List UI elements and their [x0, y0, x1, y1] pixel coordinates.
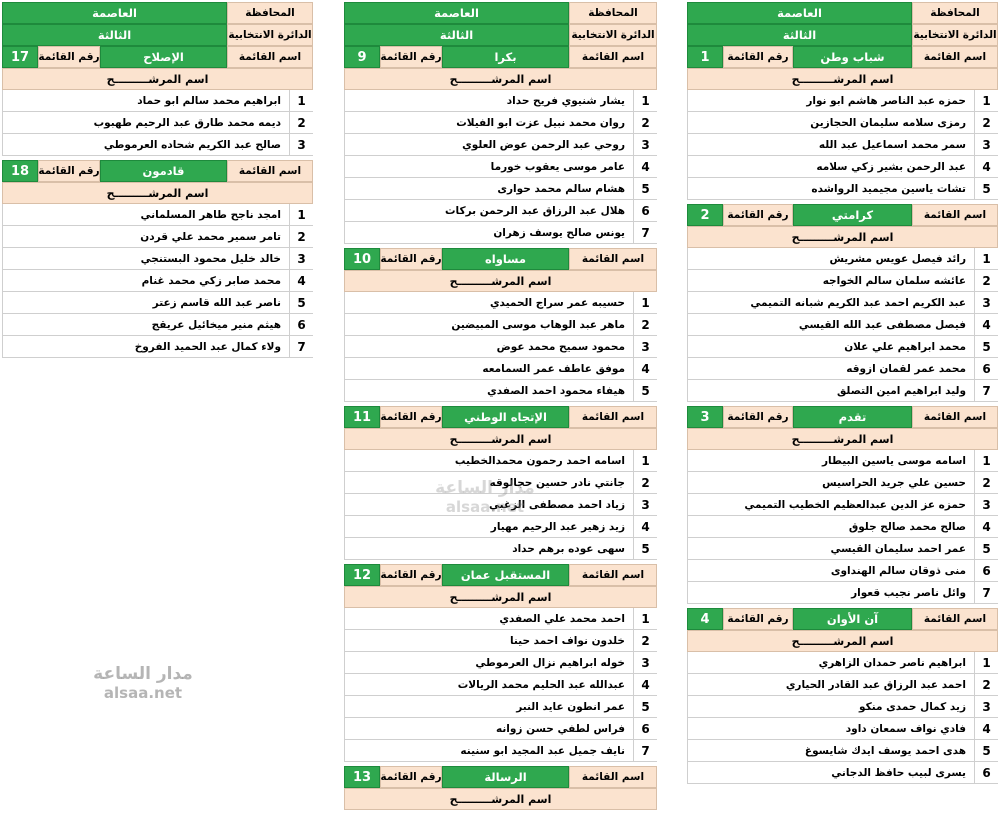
list-block — [2, 160, 313, 358]
candidate-row — [687, 292, 998, 314]
candidate-row — [2, 112, 313, 134]
candidate-row — [344, 178, 657, 200]
candidate-row — [344, 112, 657, 134]
list-number-label: رقم القائمة — [380, 766, 442, 788]
candidate-name: ماهر عبد الوهاب موسى المبيضين — [451, 318, 625, 331]
candidate-name: هلال عبد الرزاق عبد الرحمن بركات — [445, 204, 625, 217]
candidate-number: 2 — [974, 270, 998, 291]
governorate-row — [687, 2, 998, 24]
candidate-row — [687, 336, 998, 358]
candidate-row — [344, 538, 657, 560]
candidate-row — [344, 472, 657, 494]
candidate-row — [344, 674, 657, 696]
candidate-name: رائد فيصل عويس مشريش — [829, 252, 966, 265]
candidate-name: وائل ناصر نجيب قعوار — [851, 586, 966, 599]
candidate-row — [2, 314, 313, 336]
candidate-row — [687, 560, 998, 582]
list-number-label: رقم القائمة — [723, 46, 793, 68]
list-name: تقدم — [793, 406, 912, 428]
candidate-name: ناصر عبد الله قاسم زعتر — [152, 296, 281, 309]
candidate-number: 1 — [974, 652, 998, 673]
candidate-number: 5 — [633, 696, 657, 717]
list-name: بكرا — [442, 46, 569, 68]
list-block — [687, 406, 998, 604]
candidate-number: 3 — [974, 494, 998, 515]
candidate-name: عبد الكريم احمد عبد الكريم شبانه التميمي — [750, 296, 966, 309]
candidate-row — [344, 134, 657, 156]
candidate-name: عامر موسى يعقوب خورما — [490, 160, 625, 173]
candidate-number: 5 — [974, 538, 998, 559]
candidate-name: زيد زهير عبد الرحيم مهيار — [490, 520, 625, 533]
candidate-number: 6 — [633, 200, 657, 221]
district-row — [687, 24, 998, 46]
candidate-name: حمزه عز الدين عبدالعظيم الخطيب التميمي — [744, 498, 966, 511]
list-block — [344, 406, 657, 560]
governorate-value: العاصمة — [344, 2, 569, 24]
candidate-name: يونس صالح يوسف زهران — [493, 226, 625, 239]
list-block — [344, 564, 657, 762]
candidate-name-header: اسم المرشـــــــــح — [344, 68, 657, 90]
candidate-name: عمر انطون عايد النبر — [516, 700, 625, 713]
column-2 — [344, 2, 657, 814]
candidate-name: ديمه محمد طارق عبد الرحيم طهبوب — [93, 116, 281, 129]
list-name: مساواه — [442, 248, 569, 270]
candidate-name: وليد ابراهيم امين التصلق — [836, 384, 966, 397]
candidate-number: 2 — [633, 314, 657, 335]
candidate-name: عبدالله عبد الحليم محمد الريالات — [457, 678, 625, 691]
candidate-row — [687, 472, 998, 494]
list-header — [344, 766, 657, 788]
candidate-row — [687, 270, 998, 292]
candidate-name: محمد عمر لقمان ازوقه — [846, 362, 966, 375]
candidate-row — [344, 608, 657, 630]
list-name-label: اسم القائمة — [912, 46, 998, 68]
candidate-name-header: اسم المرشـــــــــح — [687, 68, 998, 90]
candidate-row — [687, 718, 998, 740]
candidate-row — [2, 336, 313, 358]
watermark-latin: alsaa.net — [445, 498, 525, 516]
candidate-row — [687, 652, 998, 674]
candidate-row — [687, 314, 998, 336]
list-header — [687, 204, 998, 226]
candidate-number: 7 — [974, 582, 998, 603]
list-number: 1 — [687, 46, 723, 68]
candidate-number: 2 — [974, 112, 998, 133]
list-block — [344, 248, 657, 402]
governorate-label: المحافظة — [227, 2, 313, 24]
candidate-name: جانتي نادر حسين حجالوقه — [489, 476, 625, 489]
list-name: قادمون — [100, 160, 227, 182]
district-value: الثالثة — [344, 24, 569, 46]
list-name-label: اسم القائمة — [569, 766, 657, 788]
candidate-name: سمر محمد اسماعيل عبد الله — [818, 138, 966, 151]
candidate-name: محمد ابراهيم علي علان — [844, 340, 966, 353]
candidate-number: 4 — [289, 270, 313, 291]
candidate-name: روان محمد نبيل عزت ابو الفيلات — [456, 116, 625, 129]
list-name: الإصلاح — [100, 46, 227, 68]
candidate-row — [687, 178, 998, 200]
candidate-number: 5 — [633, 538, 657, 559]
candidate-name: حسين علي جريد الحراسيس — [822, 476, 966, 489]
list-block — [344, 46, 657, 244]
candidate-name: ابراهيم محمد سالم ابو حماد — [137, 94, 281, 107]
candidate-row — [687, 380, 998, 402]
candidate-name: فراس لطفي حسن زوانه — [496, 722, 625, 735]
candidate-name: عبد الرحمن بشير زكي سلامه — [816, 160, 966, 173]
candidate-name: احمد محمد علي الصفدي — [499, 612, 625, 625]
candidate-number: 3 — [289, 134, 313, 155]
candidate-number: 6 — [974, 762, 998, 783]
candidate-number: 6 — [633, 718, 657, 739]
list-name: الرسالة — [442, 766, 569, 788]
candidate-number: 1 — [633, 608, 657, 629]
candidate-row — [344, 696, 657, 718]
candidate-name: هدى احمد يوسف ايدك شايسوغ — [804, 744, 966, 757]
candidate-number: 3 — [974, 292, 998, 313]
candidate-row — [687, 538, 998, 560]
candidate-row — [687, 112, 998, 134]
candidate-number: 3 — [974, 134, 998, 155]
candidate-name: حسيبه عمر سراج الحميدي — [489, 296, 625, 309]
candidate-row — [687, 582, 998, 604]
district-label: الدائرة الانتخابية — [227, 24, 313, 46]
list-header — [687, 46, 998, 68]
candidate-row — [344, 314, 657, 336]
candidate-name: عائشه سلمان سالم الخواجه — [822, 274, 966, 287]
list-header — [344, 406, 657, 428]
column-3 — [2, 2, 313, 362]
list-name-label: اسم القائمة — [227, 46, 313, 68]
watermark-arabic: مدار الساعة — [93, 664, 193, 684]
candidate-row — [344, 380, 657, 402]
candidate-name-header: اسم المرشـــــــــح — [687, 428, 998, 450]
candidate-name: تشات ياسين مجيميد الرواشده — [811, 182, 966, 195]
candidate-name: نايف جميل عبد المجيد ابو سنينه — [460, 744, 625, 757]
list-name: الإتجاه الوطني — [442, 406, 569, 428]
list-name: كرامتي — [793, 204, 912, 226]
candidate-row — [2, 248, 313, 270]
candidate-number: 4 — [974, 314, 998, 335]
governorate-label: المحافظة — [569, 2, 657, 24]
candidate-row — [344, 516, 657, 538]
candidate-number: 5 — [633, 380, 657, 401]
candidate-number: 1 — [633, 90, 657, 111]
candidate-number: 4 — [974, 516, 998, 537]
candidate-name: زيد كمال حمدى منكو — [859, 700, 966, 713]
candidate-row — [2, 204, 313, 226]
candidate-name: محمد صابر زكي محمد غنام — [141, 274, 281, 287]
candidate-row — [687, 516, 998, 538]
district-row — [2, 24, 313, 46]
candidate-number: 7 — [633, 222, 657, 243]
candidate-name: اسامه احمد رحمون محمدالخطيب — [454, 454, 625, 467]
candidate-name: امجد ناجح طاهر المسلماني — [140, 208, 281, 221]
list-number: 9 — [344, 46, 380, 68]
candidate-name: يشار شنيوي فريح حداد — [506, 94, 625, 107]
list-name-label: اسم القائمة — [569, 564, 657, 586]
governorate-value: العاصمة — [687, 2, 912, 24]
candidate-name: صالح عبد الكريم شحاده العرموطي — [103, 138, 281, 151]
list-number: 3 — [687, 406, 723, 428]
list-number: 10 — [344, 248, 380, 270]
list-number: 4 — [687, 608, 723, 630]
candidate-name: خالد خليل محمود البستنجي — [140, 252, 281, 265]
candidate-row — [687, 762, 998, 784]
candidate-number: 3 — [289, 248, 313, 269]
candidate-number: 4 — [633, 674, 657, 695]
candidate-name: زياد احمد مصطفى الزغبي — [489, 498, 625, 511]
candidate-number: 2 — [974, 472, 998, 493]
candidate-name: تامر سمير محمد علي قردن — [140, 230, 281, 243]
governorate-row — [2, 2, 313, 24]
candidate-row — [687, 740, 998, 762]
candidate-name-header: اسم المرشـــــــــح — [687, 226, 998, 248]
candidate-number: 3 — [633, 134, 657, 155]
candidate-name: يسرى لبيب حافظ الدجاني — [831, 766, 966, 779]
candidate-number: 2 — [289, 226, 313, 247]
candidate-number: 7 — [289, 336, 313, 357]
candidate-row — [344, 90, 657, 112]
list-header — [344, 46, 657, 68]
candidate-row — [344, 652, 657, 674]
column-1 — [687, 2, 998, 788]
candidate-row — [344, 336, 657, 358]
candidate-number: 2 — [289, 112, 313, 133]
list-number: 11 — [344, 406, 380, 428]
candidate-number: 5 — [974, 178, 998, 199]
candidate-row — [687, 90, 998, 112]
candidate-name-header: اسم المرشـــــــــح — [344, 788, 657, 810]
candidate-name-header: اسم المرشـــــــــح — [687, 630, 998, 652]
candidate-number: 4 — [974, 156, 998, 177]
candidate-name-header: اسم المرشـــــــــح — [344, 428, 657, 450]
list-name: شباب وطن — [793, 46, 912, 68]
list-header — [687, 608, 998, 630]
candidate-number: 3 — [633, 494, 657, 515]
list-block — [344, 766, 657, 810]
list-header — [2, 160, 313, 182]
candidate-number: 1 — [974, 248, 998, 269]
candidate-row — [687, 450, 998, 472]
list-number: 2 — [687, 204, 723, 226]
list-block — [687, 46, 998, 200]
candidate-number: 1 — [974, 90, 998, 111]
list-name-label: اسم القائمة — [912, 406, 998, 428]
candidate-row — [687, 674, 998, 696]
candidate-row — [687, 358, 998, 380]
candidate-number: 2 — [633, 630, 657, 651]
candidate-row — [344, 740, 657, 762]
list-number-label: رقم القائمة — [380, 406, 442, 428]
candidate-row — [687, 156, 998, 178]
list-name-label: اسم القائمة — [569, 406, 657, 428]
list-header — [2, 46, 313, 68]
candidate-name-header: اسم المرشـــــــــح — [2, 68, 313, 90]
candidate-row — [687, 134, 998, 156]
list-name: المستقبل عمان — [442, 564, 569, 586]
candidate-number: 1 — [633, 292, 657, 313]
governorate-value: العاصمة — [2, 2, 227, 24]
list-number-label: رقم القائمة — [723, 406, 793, 428]
candidate-row — [344, 222, 657, 244]
candidate-name: صالح محمد صالح جلوق — [848, 520, 966, 533]
candidate-name: فيصل مصطفى عبد الله القيسي — [798, 318, 966, 331]
candidate-number: 6 — [974, 560, 998, 581]
candidate-name: عمر احمد سليمان القيسي — [830, 542, 966, 555]
candidate-name-header: اسم المرشـــــــــح — [2, 182, 313, 204]
list-name-label: اسم القائمة — [569, 248, 657, 270]
district-value: الثالثة — [687, 24, 912, 46]
candidate-row — [344, 450, 657, 472]
candidate-name-header: اسم المرشـــــــــح — [344, 270, 657, 292]
candidate-number: 4 — [633, 516, 657, 537]
candidate-row — [344, 494, 657, 516]
list-name: آن الأوان — [793, 608, 912, 630]
candidate-name: هشام سالم محمد حوارى — [497, 182, 625, 195]
list-header — [687, 406, 998, 428]
candidate-number: 1 — [633, 450, 657, 471]
watermark — [88, 664, 198, 702]
candidate-name: ابراهيم ناصر حمدان الزاهري — [818, 656, 966, 669]
candidate-number: 5 — [974, 336, 998, 357]
governorate-row — [344, 2, 657, 24]
list-number: 13 — [344, 766, 380, 788]
candidate-number: 3 — [633, 652, 657, 673]
candidate-number: 6 — [974, 358, 998, 379]
list-name-label: اسم القائمة — [227, 160, 313, 182]
candidate-number: 2 — [633, 472, 657, 493]
list-name-label: اسم القائمة — [912, 204, 998, 226]
candidate-number: 5 — [289, 292, 313, 313]
candidate-number: 3 — [633, 336, 657, 357]
list-header — [344, 248, 657, 270]
candidate-row — [687, 696, 998, 718]
candidate-row — [344, 718, 657, 740]
district-row — [344, 24, 657, 46]
candidate-row — [2, 90, 313, 112]
candidate-name: خلدون نواف احمد حينا — [509, 634, 625, 647]
watermark-latin: alsaa.net — [103, 684, 183, 702]
list-header — [344, 564, 657, 586]
candidate-name: حمزه عبد الناصر هاشم ابو نوار — [806, 94, 966, 107]
candidate-name: رمزى سلامه سليمان الحجازين — [810, 116, 966, 129]
candidate-row — [344, 200, 657, 222]
list-block — [687, 204, 998, 402]
district-label: الدائرة الانتخابية — [569, 24, 657, 46]
candidate-name: روحي عبد الرحمن عوض العلوي — [462, 138, 625, 151]
list-number: 12 — [344, 564, 380, 586]
candidate-row — [2, 292, 313, 314]
list-number-label: رقم القائمة — [380, 564, 442, 586]
candidate-row — [2, 226, 313, 248]
candidate-number: 2 — [633, 112, 657, 133]
list-number-label: رقم القائمة — [38, 160, 100, 182]
candidate-name: محمود سميح محمد عوض — [496, 340, 625, 353]
list-number-label: رقم القائمة — [380, 46, 442, 68]
list-name-label: اسم القائمة — [569, 46, 657, 68]
candidate-name: اسامه موسى ياسين البيطار — [821, 454, 966, 467]
list-number: 18 — [2, 160, 38, 182]
candidate-number: 5 — [633, 178, 657, 199]
candidate-number: 4 — [633, 358, 657, 379]
watermark-arabic: مدار الساعة — [435, 478, 535, 498]
list-number-label: رقم القائمة — [380, 248, 442, 270]
candidate-name-header: اسم المرشـــــــــح — [344, 586, 657, 608]
candidate-number: 4 — [633, 156, 657, 177]
candidate-name: هيثم منير ميخائيل عريقج — [151, 318, 281, 331]
candidate-name: فادي نواف سمعان داود — [845, 722, 966, 735]
candidate-number: 5 — [974, 740, 998, 761]
candidate-number: 7 — [633, 740, 657, 761]
candidate-name: خوله ابراهيم نزال العرموطي — [475, 656, 625, 669]
list-number-label: رقم القائمة — [723, 204, 793, 226]
candidate-name: سهى عوده برهم حداد — [512, 542, 625, 555]
candidate-name: هيفاء محمود احمد الصفدي — [487, 384, 625, 397]
list-block — [2, 46, 313, 156]
candidate-row — [2, 134, 313, 156]
candidate-number: 2 — [974, 674, 998, 695]
candidate-number: 1 — [289, 90, 313, 111]
candidate-number: 3 — [974, 696, 998, 717]
governorate-label: المحافظة — [912, 2, 998, 24]
candidate-row — [687, 248, 998, 270]
candidate-name: موفق عاطف عمر السمامعه — [482, 362, 625, 375]
candidate-row — [344, 156, 657, 178]
list-number: 17 — [2, 46, 38, 68]
candidate-number: 4 — [974, 718, 998, 739]
candidate-row — [344, 358, 657, 380]
district-value: الثالثة — [2, 24, 227, 46]
candidate-row — [2, 270, 313, 292]
candidate-name: احمد عبد الرزاق عبد القادر الحياري — [785, 678, 966, 691]
list-number-label: رقم القائمة — [38, 46, 100, 68]
candidate-row — [344, 630, 657, 652]
candidate-name: منى ذوقان سالم الهنداوى — [830, 564, 966, 577]
candidate-row — [687, 494, 998, 516]
candidate-number: 1 — [289, 204, 313, 225]
candidate-number: 6 — [289, 314, 313, 335]
list-number-label: رقم القائمة — [723, 608, 793, 630]
list-block — [687, 608, 998, 784]
candidate-number: 7 — [974, 380, 998, 401]
candidate-number: 1 — [974, 450, 998, 471]
candidate-row — [344, 292, 657, 314]
candidate-name: ولاء كمال عبد الحميد الفروخ — [134, 340, 281, 353]
list-name-label: اسم القائمة — [912, 608, 998, 630]
district-label: الدائرة الانتخابية — [912, 24, 998, 46]
